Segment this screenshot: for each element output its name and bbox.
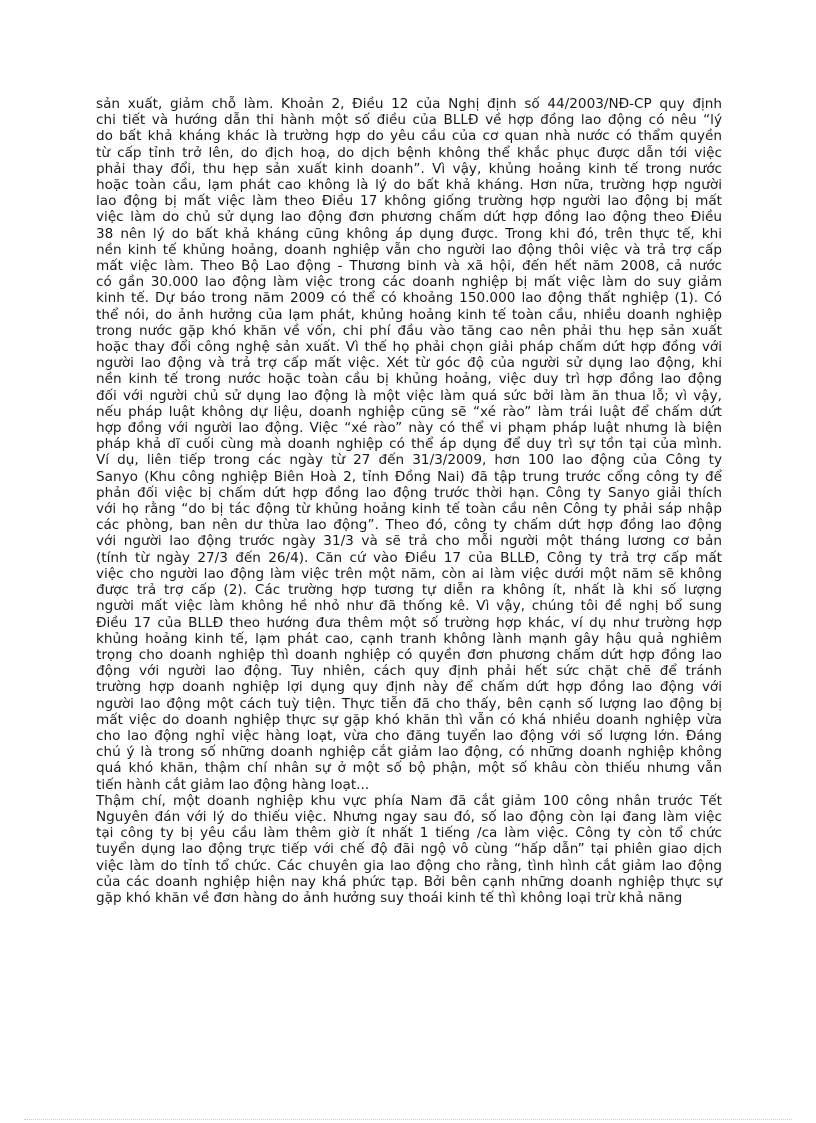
text-line: cho lao động nghỉ việc hàng loạt, vừa cho đăng tuyển lao động với số lượng lớn. Đáng xyxy=(96,727,722,744)
text-line: sản xuất, giảm chỗ làm. Khoản 2, Điều 12 của Nghị định số 44/2003/NĐ-CP quy định xyxy=(96,96,722,112)
text-line: nếu pháp luật không dự liệu, doanh nghiệp cũng sẽ “xé rào” làm trái luật để chấm dứt xyxy=(96,403,722,420)
text-line: của các doanh nghiệp hiện nay khá phức tạp. Bởi bên cạnh những doanh nghiệp thực sự xyxy=(96,873,722,890)
text-line: hoặc thay đổi công nghệ sản xuất. Vì thế họ phải chọn giải pháp chấm dứt hợp đồng với xyxy=(96,339,722,356)
text-line: tuyển dụng lao động trực tiếp với chế độ đãi ngộ vô cùng “hấp dẫn” tại phiên giao dịch xyxy=(96,841,722,858)
text-line: do bất khả kháng khác là trường hợp do yêu cầu của cơ quan nhà nước có thẩm quyền xyxy=(96,128,722,145)
text-line: người lao động một cách tuỳ tiện. Thực tiễn đã cho thấy, bên cạnh số lượng lao động bị xyxy=(96,695,722,712)
text-line: hoặc toàn cầu, lạm phát cao không là lý do bất khả kháng. Hơn nữa, trường hợp người xyxy=(96,177,722,194)
text-line: việc làm do chủ sử dụng lao động đơn phương chấm dứt hợp đồng lao động theo Điều xyxy=(96,209,722,226)
text-line: người mất việc làm không hề nhỏ như đã thống kê. Vì vậy, chúng tôi đề nghị bổ sung xyxy=(96,598,722,615)
text-line: quá khó khăn, thậm chí nhân sự ở một số bộ phận, một số khâu còn thiếu nhưng vẫn xyxy=(96,760,722,777)
text-line: 38 nên lý do bất khả kháng cũng không áp dụng được. Trong khi đó, trên thực tế, khi xyxy=(96,225,722,242)
text-line: Ví dụ, liên tiếp trong các ngày từ 27 đến 31/3/2009, hơn 100 lao động của Công ty xyxy=(96,452,722,469)
text-line: mất việc làm. Theo Bộ Lao động - Thương binh và xã hội, đến hết năm 2008, cả nước xyxy=(96,258,722,275)
text-line: đối với người chủ sử dụng lao động là một việc làm quá sức bởi làm ăn thua lỗ; vì vậy, xyxy=(96,387,722,404)
text-line: chi tiết và hướng dẫn thi hành một số điều của BLLĐ về hợp đồng lao động có nêu “lý xyxy=(96,112,722,129)
text-line: Điều 17 của BLLĐ theo hướng đưa thêm một số trường hợp khác, ví dụ như trường hợp xyxy=(96,614,722,631)
body-paragraph-1 xyxy=(96,96,722,793)
document-page xyxy=(96,96,722,906)
page-bottom-rule xyxy=(24,1119,792,1120)
text-line: Thậm chí, một doanh nghiệp khu vực phía Nam đã cắt giảm 100 công nhân trước Tết xyxy=(96,792,722,809)
text-line: chú ý là trong số những doanh nghiệp cắt giảm lao động, có những doanh nghiệp không xyxy=(96,744,722,761)
text-line: khủng hoảng kinh tế, lạm phát cao, cạnh tranh không lành mạnh gây hậu quả nghiêm xyxy=(96,630,722,647)
text-line: gặp khó khăn về đơn hàng do ảnh hưởng suy thoái kinh tế thì không loại trừ khả năng xyxy=(96,889,683,906)
text-line: với họ rằng “do bị tác động từ khủng hoảng kinh tế toàn cầu nên Công ty phải sáp nhập xyxy=(96,501,722,518)
text-line: tiến hành cắt giảm lao động hàng loạt... xyxy=(96,776,370,793)
text-line: trong nước gặp khó khăn về vốn, chi phí đầu vào tăng cao nên phải thu hẹp sản xuất xyxy=(96,322,722,339)
text-line: nền kinh tế khủng hoảng, doanh nghiệp vẫn cho người lao động thôi việc và trả trợ cấp xyxy=(96,241,722,258)
text-line: hợp đồng với người lao động. Việc “xé rào” này có thể vi phạm pháp luật nhưng là biện xyxy=(96,420,722,437)
text-line: thể nói, do ảnh hưởng của lạm phát, khủng hoảng kinh tế toàn cầu, nhiều doanh nghiệp xyxy=(96,306,722,323)
text-line: trường hợp doanh nghiệp lợi dụng quy định này để chấm dứt hợp đồng lao động với xyxy=(96,679,722,696)
text-line: lao động bị mất việc làm theo Điều 17 không giống trường hợp người lao động bị mất xyxy=(96,193,722,210)
text-line: việc cho người lao động làm việc trên một năm, còn ai làm việc dưới một năm sẽ không xyxy=(96,565,722,582)
text-line: trọng cho doanh nghiệp thì doanh nghiệp có quyền đơn phương chấm dứt hợp đồng lao xyxy=(96,646,722,663)
text-line: động với người lao động. Tuy nhiên, cách quy định phải hết sức chặt chẽ để tránh xyxy=(96,663,722,680)
text-line: các phòng, ban nên dư thừa lao động”. Theo đó, công ty chấm dứt hợp đồng lao động xyxy=(96,517,722,534)
text-line: nền kinh tế trong nước hoặc toàn cầu bị khủng hoảng, việc duy trì hợp đồng lao động xyxy=(96,371,722,388)
text-line: với người lao động trước ngày 31/3 và sẽ trả cho mỗi người một tháng lương cơ bản xyxy=(96,533,722,550)
text-line: từ cấp tỉnh trở lên, do địch hoạ, do dịch bệnh không thể khắc phục được dẫn tới việc xyxy=(96,144,722,161)
text-line: tại công ty bị yêu cầu làm thêm giờ ít nhất 1 tiếng /ca làm việc. Công ty còn tổ chức xyxy=(96,825,722,842)
body-paragraph-2 xyxy=(96,793,722,906)
text-line: mất việc do doanh nghiệp thực sự gặp khó khăn thì vẫn có khá nhiều doanh nghiệp vừa xyxy=(96,711,722,728)
text-line: có gần 30.000 lao động làm việc trong các doanh nghiệp bị mất việc làm do suy giảm xyxy=(96,274,722,291)
text-line: kinh tế. Dự báo trong năm 2009 có thể có khoảng 150.000 lao động thất nghiệp (1). Có xyxy=(96,290,722,307)
text-line: người lao động và trả trợ cấp mất việc. Xét từ góc độ của người sử dụng lao động, khi xyxy=(96,355,722,372)
text-line: phải thay đổi, thu hẹp sản xuất kinh doanh”. Vì vậy, khủng hoảng kinh tế trong nước xyxy=(96,160,722,177)
text-line: Sanyo (Khu công nghiệp Biên Hoà 2, tỉnh Đồng Nai) đã tập trung trước cổng công ty để xyxy=(96,468,722,485)
text-line: Nguyên đán với lý do thiếu việc. Nhưng ngay sau đó, số lao động còn lại đang làm việc xyxy=(96,808,722,825)
text-line: được trả trợ cấp (2). Các trường hợp tương tự diễn ra không ít, nhất là khi số lượng xyxy=(96,582,722,599)
text-line: (tính từ ngày 27/3 đến 26/4). Căn cứ vào Điều 17 của BLLĐ, Công ty trả trợ cấp mất xyxy=(96,549,722,566)
text-line: phản đối việc bị chấm dứt hợp đồng lao động trước thời hạn. Công ty Sanyo giải thích xyxy=(96,484,722,501)
text-line: pháp khả dĩ cuối cùng mà doanh nghiệp có thể áp dụng để duy trì sự tồn tại của mình. xyxy=(96,436,722,453)
text-line: việc làm do tỉnh tổ chức. Các chuyên gia lao động cho rằng, tình hình cắt giảm lao động xyxy=(96,857,722,874)
